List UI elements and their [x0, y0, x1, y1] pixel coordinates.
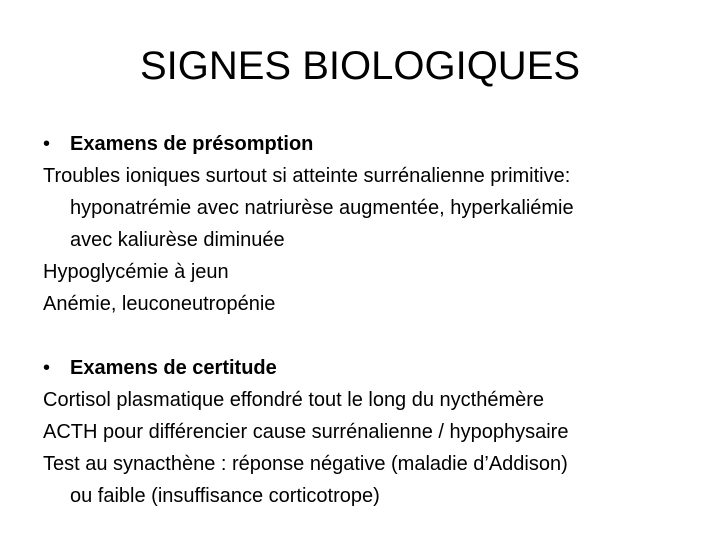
- text-line: Anémie, leuconeutropénie: [43, 293, 276, 315]
- spacer: [43, 320, 693, 352]
- text-line: Cortisol plasmatique effondré tout le long du nycthémère: [43, 389, 545, 411]
- heading-text: Examens de certitude: [70, 357, 277, 379]
- text-line-continuation: ou faible (insuffisance corticotrope): [70, 485, 380, 507]
- slide-body: [43, 128, 693, 512]
- section-heading-presomption: [43, 128, 693, 160]
- text-line: Hypoglycémie à jeun: [43, 261, 229, 283]
- bullet-icon: •: [43, 357, 51, 379]
- text-line-continuation: avec kaliurèse diminuée: [70, 229, 285, 251]
- bullet-icon: •: [43, 133, 51, 155]
- text-line: ACTH pour différencier cause surrénalienne / hypophysaire: [43, 421, 569, 443]
- text-line: Test au synacthène : réponse négative (maladie d’Addison): [43, 453, 568, 475]
- slide-title: SIGNES BIOLOGIQUES: [139, 44, 581, 88]
- heading-text: Examens de présomption: [70, 133, 314, 155]
- text-line: Troubles ioniques surtout si atteinte surrénalienne primitive:: [43, 165, 571, 187]
- text-line-continuation: hyponatrémie avec natriurèse augmentée, hyperkaliémie: [70, 197, 574, 219]
- section-heading-certitude: [43, 352, 693, 384]
